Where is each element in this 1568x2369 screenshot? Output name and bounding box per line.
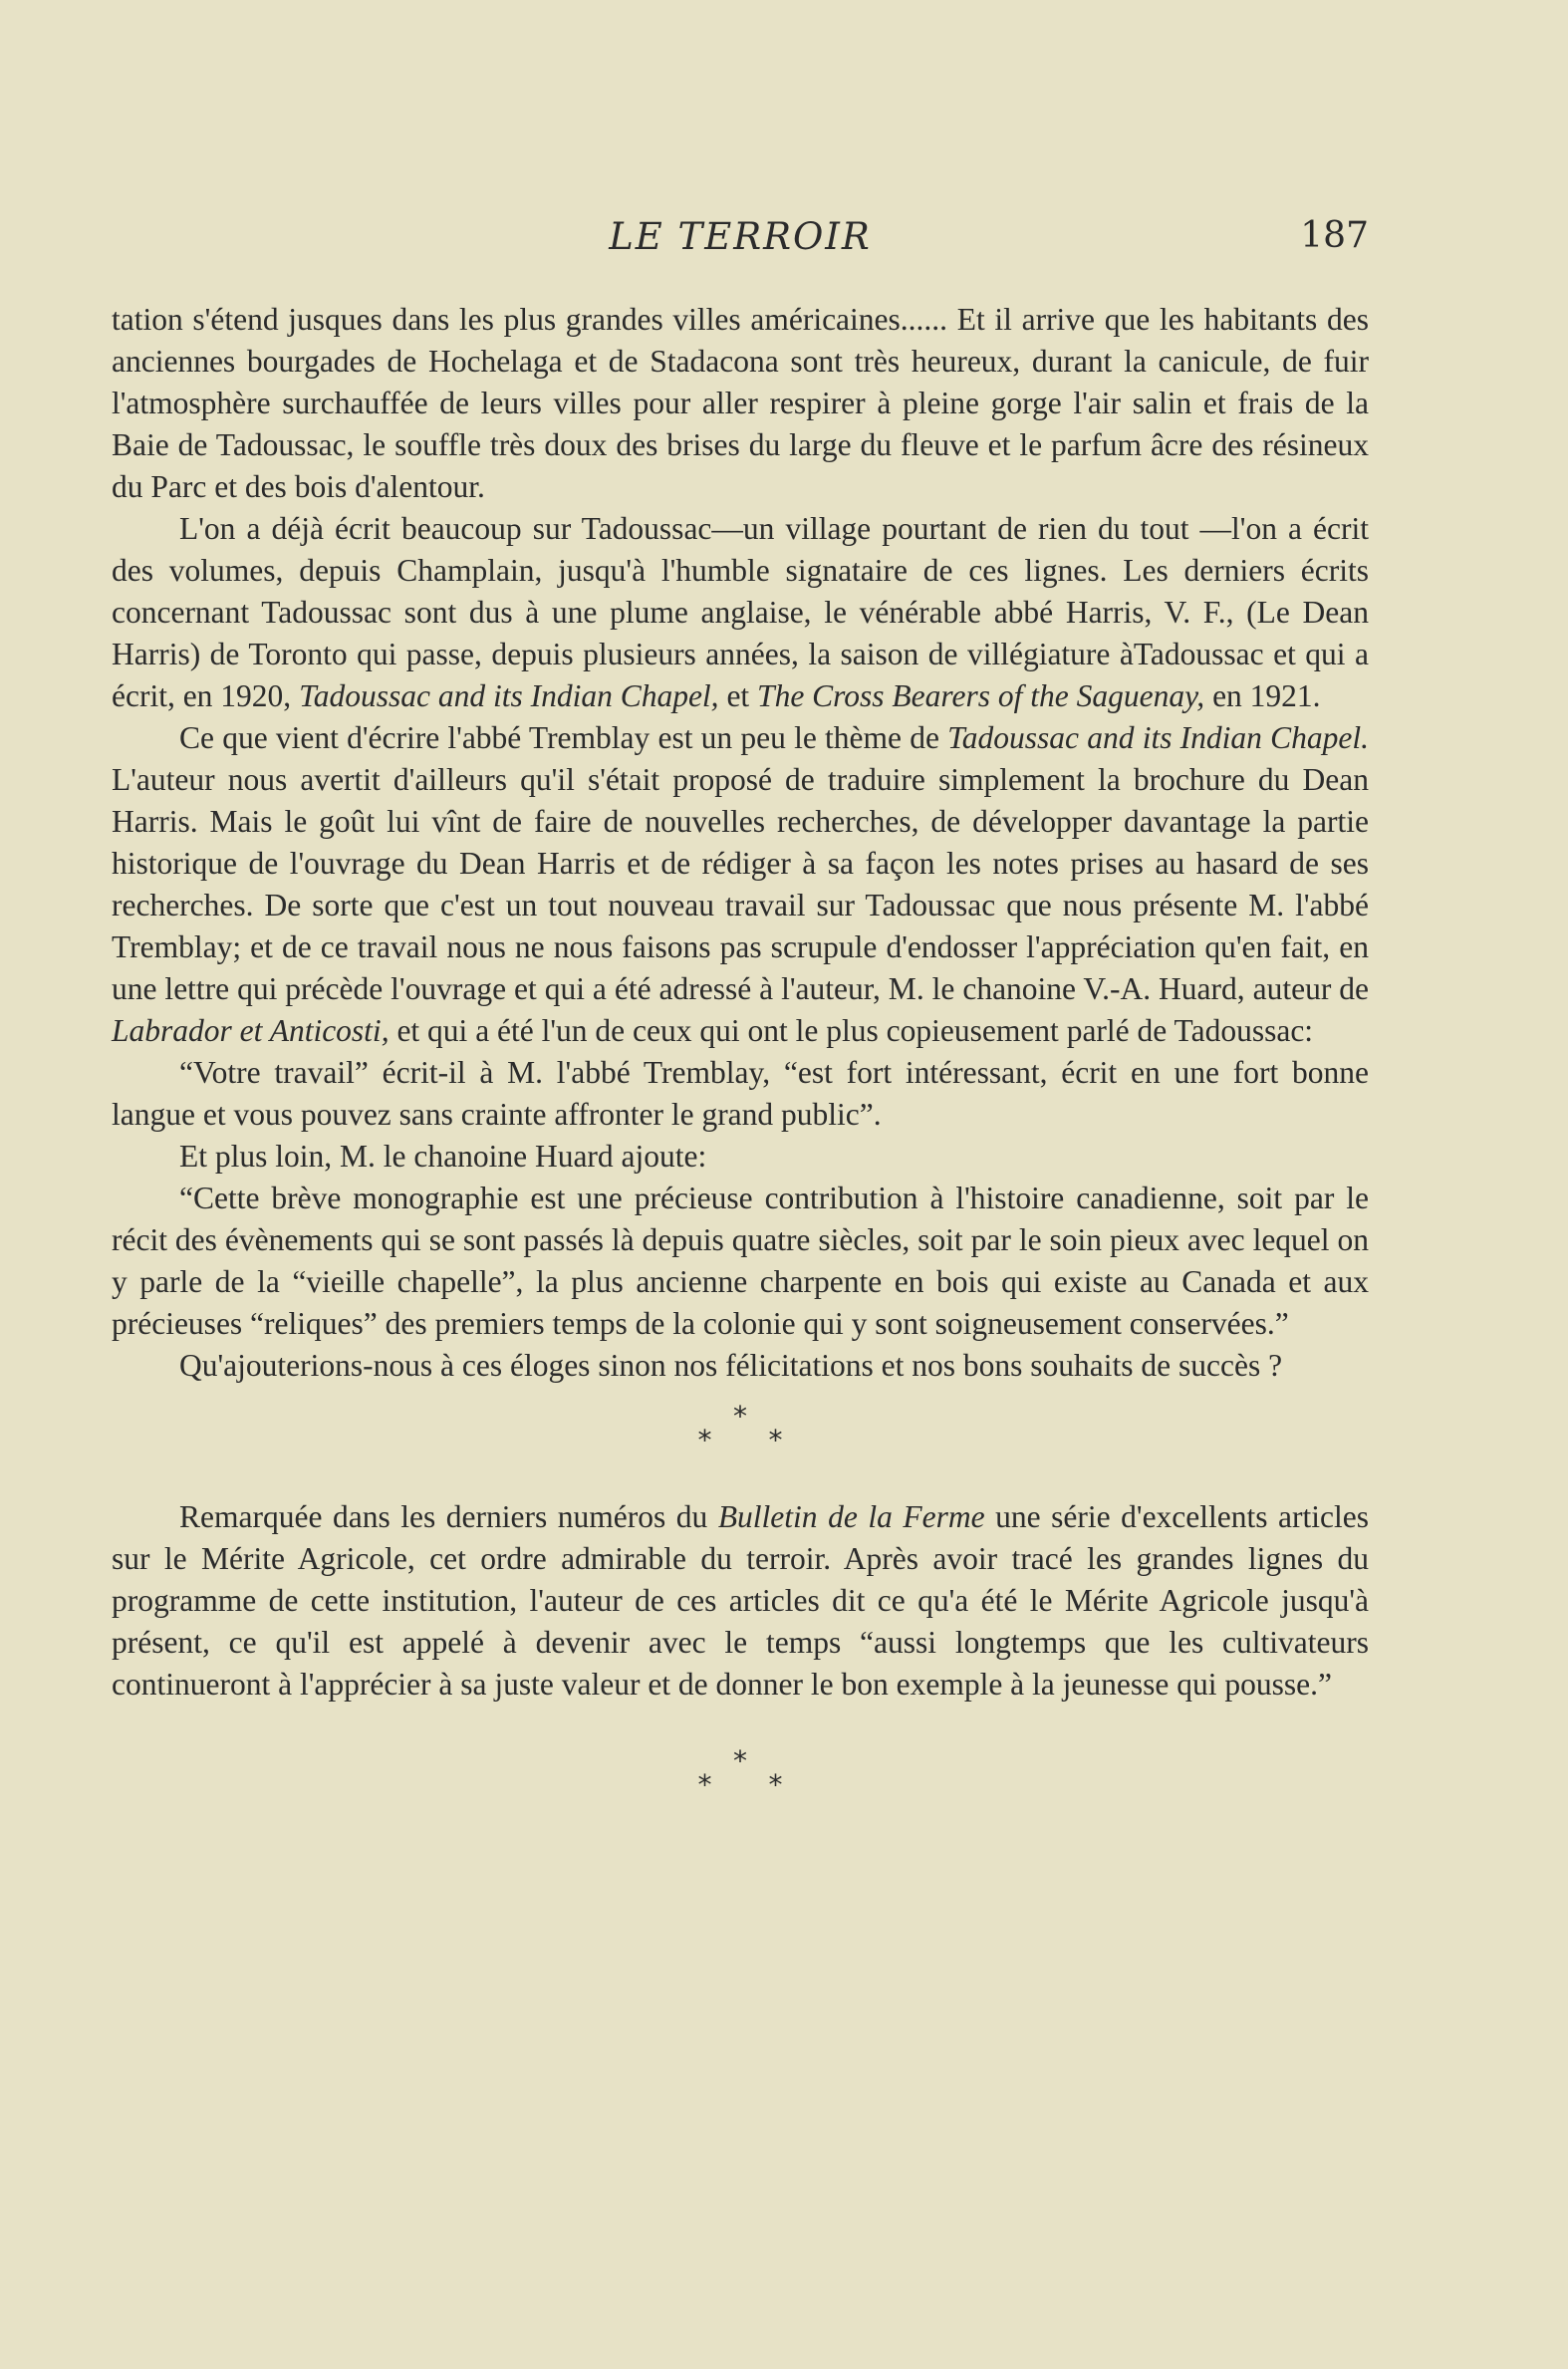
quote-votre-travail: “Votre travail” écrit-il à M. l'abbé Tremblay, “est fort intéressant, écrit en une fort bonne langue et vous pouvez sans crainte affronter le grand public”. — [112, 1055, 1369, 1132]
section-separator — [112, 1400, 1369, 1456]
quote-monographie: “Cette brève monographie est une précieuse contribution à l'histoire canadienne, soit par le récit des évènements qui se sont passés là depuis quatre siècles, soit par le soin pieux avec lequel on y parle de la “vieille chapelle”, la plus ancienne charpente en bois qui existe au Canada et aux précieuses “reliques” des premiers temps de la colonie qui y sont soigneusement conservées.” — [112, 1181, 1369, 1341]
page-header — [112, 215, 1369, 265]
asterisk-top: * — [733, 1744, 747, 1777]
section-separator — [112, 1744, 1369, 1801]
asterisk-top: * — [733, 1400, 747, 1433]
running-title: LE TERROIR — [609, 215, 872, 258]
asterisk-bottom: * * — [697, 1424, 807, 1456]
paragraph-merite-agricole: Remarquée dans les derniers numéros du Bulletin de la Ferme une série d'excellents articles sur le Mérite Agricole, cet ordre admirable du terroir. Après avoir tracé les grandes lignes du programme de cette institution, l'auteur de ces articles dit ce qu'a été le Mérite Agricole jusqu'à présent, ce qu'il est appelé à devenir avec le temps “aussi longtemps que les cultivateurs continueront à l'apprécier à sa juste valeur et de donner le bon exemple à la jeunesse qui pousse.” — [112, 1499, 1369, 1702]
paragraph-felicitations: Qu'ajouterions-nous à ces éloges sinon nos félicitations et nos bons souhaits de succès ? — [179, 1348, 1283, 1383]
paragraph-tremblay-work: Ce que vient d'écrire l'abbé Tremblay est un peu le thème de Tadoussac and its Indian Chapel. L'auteur nous avertit d'ailleurs qu'il s'était proposé de traduire simplement la brochure du Dean Harris. Mais le goût lui vînt de faire de nouvelles recherches, de développer davantage la partie historique de l'ouvrage du Dean Harris et de rédiger à sa façon les notes prises au hasard de ses recherches. De sorte que c'est un tout nouveau travail sur Tadoussac que nous présente M. l'abbé Tremblay; et de ce travail nous ne nous faisons pas scrupule d'endosser l'appréciation qu'en fait, en une lettre qui précède l'ouvrage et qui a été adressé à l'auteur, M. le chanoine V.-A. Huard, auteur de Labrador et Anticosti, et qui a été l'un de ceux qui ont le plus copieusement parlé de Tadoussac: — [112, 720, 1369, 1048]
asterisk-bottom: * * — [697, 1768, 807, 1801]
periodical-title: Bulletin de la Ferme — [717, 1499, 985, 1534]
paragraph-continuation: tation s'étend jusques dans les plus grandes villes américaines...... Et il arrive que les habitants des anciennes bourgades de Hochelaga et de Stadacona sont très heureux, durant la canicule, de fuir l'atmosphère surchauffée de leurs villes pour aller respirer à pleine gorge l'air salin et frais de la Baie de Tadoussac, le souffle très doux des brises du large du fleuve et le parfum âcre des résineux du Parc et des bois d'alentour. — [112, 302, 1369, 504]
book-title: Tadoussac and its Indian Chapel, — [299, 678, 719, 713]
paragraph-tadoussac-writings: L'on a déjà écrit beaucoup sur Tadoussac—un village pourtant de rien du tout —l'on a écrit des volumes, depuis Champlain, jusqu'à l'humble signataire de ces lignes. Les derniers écrits concernant Tadoussac sont dus à une plume anglaise, le vénérable abbé Harris, V. F., (Le Dean Harris) de Toronto qui passe, depuis plusieurs années, la saison de villégiature àTadoussac et qui a écrit, en 1920, Tadoussac and its Indian Chapel, et The Cross Bearers of the Saguenay, en 1921. — [112, 511, 1369, 713]
page-number: 187 — [1300, 215, 1369, 256]
book-title: Tadoussac and its Indian Chapel. — [947, 720, 1369, 755]
paragraph-huard-ajoute: Et plus loin, M. le chanoine Huard ajoute: — [179, 1139, 707, 1174]
book-title: Labrador et Anticosti, — [112, 1013, 390, 1048]
book-title: The Cross Bearers of the Saguenay, — [757, 678, 1205, 713]
page-body — [112, 299, 1369, 1801]
